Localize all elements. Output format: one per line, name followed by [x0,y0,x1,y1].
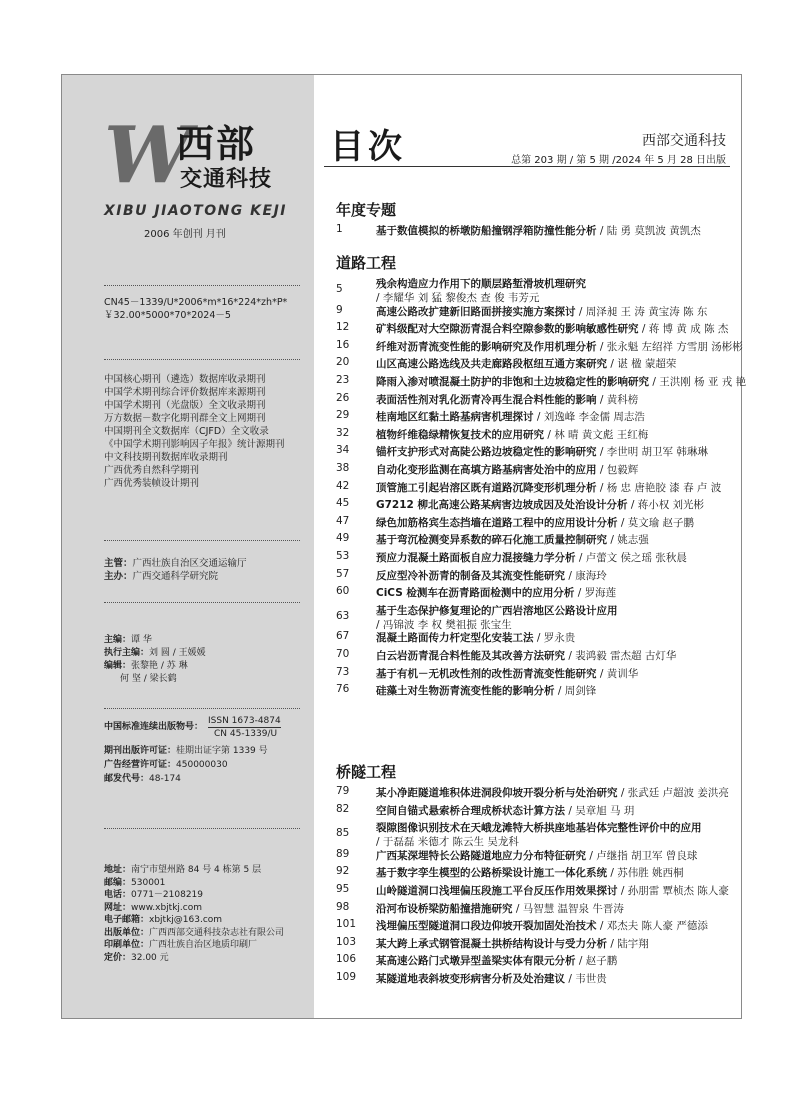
toc-page-number: 76 [336,683,350,696]
toc-line [376,918,708,933]
toc-title: 广西某深埋特长公路隧道地应力分布特征研究 [376,849,586,862]
publisher-value: 广西西部交通科技杂志社有限公司 [149,927,285,938]
toc-title: 自动化变形监测在高填方路基病害处治中的应用 [376,464,597,476]
page-title: 目次 [330,127,406,167]
database-item: 广西优秀自然科学期刊 [104,465,200,476]
toc-authors: / 莫文瑜 赵子鹏 [617,516,695,529]
toc-line [376,803,634,818]
toc-page-number: 92 [336,865,350,878]
toc-page-number: 103 [336,935,357,948]
dotted-divider [104,602,300,603]
toc-authors: / 杨 忠 唐艳胶 漆 春 卢 波 [596,481,722,494]
database-list [104,373,285,490]
toc-line [376,480,721,495]
issue-info: 总第 203 期 / 第 5 期 /2024 年 5 月 28 日出版 [511,155,726,166]
toc-line [376,585,616,600]
toc-page-number: 63 [336,609,350,622]
chief-value: 谭 华 [131,635,152,645]
toc-line [376,971,607,986]
toc-page-number: 5 [336,283,343,295]
toc-title: 表面活性剂对乳化沥青冷再生混合料性能的影响 [376,393,597,406]
toc-title: 绿色加筋格宾生态挡墙在道路工程中的应用设计分析 [376,516,618,529]
toc-title: 沿河布设桥梁防船撞措施研究 [376,902,513,915]
toc-authors: / 罗永贵 [533,632,576,645]
toc-authors: / 姚志强 [607,534,649,547]
toc-authors: / 马智慧 温智泉 牛晋涛 [512,902,624,915]
toc-authors: / 王洪刚 杨 亚 戎 艳 [649,376,747,388]
toc-line [376,683,596,698]
toc-authors: / 孙朋雷 覃桢杰 陈人豪 [617,885,729,897]
toc-line [376,568,607,583]
toc-authors: / 刘逸峰 李金儒 周志浩 [533,411,645,424]
price-value: 32.00 元 [131,952,169,963]
toc-page-number: 109 [336,971,357,983]
zhuguan-value: 广西壮族自治区交通运输厅 [132,558,247,569]
toc-page-number: 106 [336,953,357,966]
dotted-divider [104,540,300,541]
toc-title: 基于有机－无机改性剂的改性沥青流变性能研究 [376,667,597,680]
toc-authors: / 苏伟胜 姚西桐 [607,867,684,880]
toc-page-number: 79 [336,785,350,797]
database-item: 中国核心期刊（遴选）数据库收录期刊 [104,374,266,385]
toc-title: 基于数值模拟的桥墩防船撞钢浮箱防撞性能分析 [376,225,597,237]
toc-title: 山区高速公路选线及共走廊路段枢纽互通方案研究 [376,358,607,371]
toc-authors: / 蒋小权 刘光彬 [627,499,705,512]
issn-block [104,715,281,787]
logo-cn-top: 西部 [176,122,257,166]
postcode-value: 530001 [131,877,166,888]
logo-cn-bottom: 交通科技 [180,167,273,192]
zhuguan-label: 主管： [104,558,133,569]
dotted-divider [104,285,300,286]
toc-line [376,374,746,389]
toc-title: 某小净距隧道堆积体进洞段仰坡开裂分析与处治研究 [376,787,618,799]
toc-page-number: 42 [336,479,350,492]
toc-title: 某隧道地表斜坡变形病害分析及处治建议 [376,973,565,985]
toc-page-number: 47 [336,514,350,527]
toc-authors: / 陆 勇 莫凯波 黄凯杰 [596,225,701,237]
database-item: 中文科技期刊数据库收录期刊 [104,452,228,463]
address-label: 地址： [104,865,132,875]
toc-page-number: 23 [336,374,350,386]
toc-authors: / 包毅辉 [596,464,639,476]
toc-page-number: 101 [336,918,357,931]
toc-line [376,462,638,477]
toc-line [376,276,586,291]
toc-authors: / 赵子鹏 [575,955,618,968]
toc-line [376,304,707,319]
email-value: xbjtkj@163.com [149,915,223,925]
sponsor-block [104,557,247,583]
toc-page-number: 16 [336,338,350,351]
toc-page-number: 29 [336,409,350,422]
toc-title: 基于生态保护修复理论的广西岩溶地区公路设计应用 [376,604,618,617]
toc-page-number: 34 [336,444,350,457]
toc-title: 浅埋偏压型隧道洞口段边仰坡开裂加固处治技术 [376,920,597,933]
toc-authors: / 韦世贵 [565,973,607,985]
dotted-divider [104,708,300,709]
toc-authors: / 陆宇翔 [607,937,649,950]
toc-page-number: 20 [336,356,350,369]
toc-title: 顶管施工引起岩溶区既有道路沉降变形机理分析 [376,481,597,494]
toc-page-number: 12 [336,321,350,334]
toc-line [376,409,645,424]
journal-name: 西部交通科技 [642,133,726,149]
toc-title: 纤维对沥青流变性能的影响研究及作用机理分析 [376,340,597,353]
toc-title: 裂隙图像识别技术在天峨龙滩特大桥拱座地基岩体完整性评价中的应用 [376,822,702,835]
header-rule [324,166,730,167]
toc-page-number: 26 [336,391,350,404]
section-heading: 道路工程 [336,254,397,272]
toc-authors: / 黄科榜 [596,393,639,406]
toc-page-number: 89 [336,847,350,860]
toc-page-number: 95 [336,883,350,895]
toc-line [376,515,694,530]
toc-title: 白云岩沥青混合料性能及其改善方法研究 [376,650,565,662]
toc-page-number: 45 [336,497,350,510]
toc-authors: / 周剑锋 [554,685,597,698]
toc-authors: / 李耀华 刘 猛 黎俊杰 查 俊 韦芳元 [376,292,540,304]
cn-value: CN 45-1339/U [214,729,278,739]
toc-line [376,630,575,645]
toc-authors: / 蒋 博 黄 成 陈 杰 [638,323,729,336]
toc-authors: / 冯锦波 李 权 樊祖振 张宝生 [376,618,512,631]
toc-line [376,901,624,916]
ad-value: 450000030 [176,760,228,770]
permit-value: 桂期出证字第 1339 号 [176,746,268,756]
chief-label: 主编： [104,635,132,645]
toc-authors: / 邓杰夫 陈人豪 严德添 [596,920,708,933]
toc-line [376,497,704,512]
toc-authors: / 林 晴 黄文彪 王红梅 [544,428,649,441]
toc-line [376,532,649,547]
toc-line [376,427,648,442]
toc-line [376,648,676,663]
toc-title: 空间自锚式悬索桥合理成桥状态计算方法 [376,804,565,817]
database-item: 中国期刊全文数据库（CJFD）全文收录 [104,426,269,437]
zhuban-value: 广西交通科学研究院 [132,571,219,582]
postcode-label: 邮编： [104,877,132,888]
toc-line [376,356,676,371]
toc-page-number: 53 [336,550,350,562]
post-value: 48-174 [149,774,181,784]
printer-value: 广西壮族自治区地质印刷厂 [149,940,258,950]
toc-title: 残余构造应力作用下的顺层路堑滑坡机理研究 [376,278,586,290]
printer-label: 印刷单位： [104,940,150,950]
toc-page-number: 98 [336,900,350,913]
issn-label: 中国标准连续出版物号： [104,722,204,732]
founded-text: 2006 年创刊 月刊 [144,229,226,240]
toc-page-number: 67 [336,630,350,643]
toc-page-number: 70 [336,648,350,660]
toc-authors: / 裴鸿毅 雷杰超 古灯华 [565,650,677,662]
publisher-label: 出版单位： [104,927,150,938]
toc-page-number: 9 [336,303,343,316]
toc-title: CiCS 检测车在沥青路面检测中的应用分析 [376,587,575,600]
toc-title: 基于弯沉检测变异系数的碎石化施工质量控制研究 [376,534,607,547]
toc-title: 预应力混凝土路面板自应力混接缝力学分析 [376,552,576,564]
dotted-divider [104,359,300,360]
toc-page-number: 49 [336,532,350,545]
exec-value: 刘 圆 / 王媛媛 [149,648,206,658]
issn-value: ISSN 1673-4874 [208,716,281,726]
toc-line [376,603,618,618]
toc-authors: / 张永魁 左绍祥 方雪朋 汤彬彬 [596,340,743,353]
section-heading: 年度专题 [336,201,397,219]
database-item: 广西优秀装帧设计期刊 [104,478,200,489]
toc-title: 某大跨上承式钢管混凝土拱桥结构设计与受力分析 [376,937,607,950]
toc-title: 植物纤维稳绿精恢复技术的应用研究 [376,428,544,441]
code-line: CN45－1339/U*2006*m*16*224*zh*P* [104,297,288,308]
exec-label: 执行主编： [104,648,150,658]
toc-title: 山岭隧道洞口浅埋偏压段施工平台反压作用效果探讨 [376,885,618,897]
toc-page-number: 57 [336,567,350,580]
toc-authors: / 谌 楹 蒙超荣 [607,358,677,371]
toc-title: 硅藻土对生物沥青流变性能的影响分析 [376,685,555,698]
database-item: 《中国学术期刊影响因子年报》统计源期刊 [104,439,285,450]
email-label: 电子邮箱： [104,915,150,925]
toc-line [376,936,649,951]
toc-authors: / 罗海莲 [574,587,617,600]
editor-value-1: 张黎艳 / 苏 琳 [131,661,188,671]
toc-line [376,339,743,354]
toc-title: 桂南地区红黏土路基病害机理探讨 [376,411,534,424]
toc-authors: / 卢继指 胡卫军 曾良球 [586,849,698,862]
toc-page-number: 85 [336,827,350,840]
toc-line [376,848,697,863]
toc-title: 某高速公路门式墩异型盖梁实体有限元分析 [376,955,576,968]
toc-page-number: 82 [336,802,350,815]
toc-authors: / 吴章旭 马 玥 [565,804,635,817]
toc-title: 降雨入渗对喷混凝土防护的非饱和土边坡稳定性的影响研究 [376,376,649,388]
journal-logo [104,110,288,223]
toc-title: 矿料级配对大空隙沥青混合料空隙参数的影响敏感性研究 [376,323,639,336]
database-item: 中国学术期刊综合评价数据库来源期刊 [104,387,266,398]
toc-page-number: 32 [336,426,350,439]
editor-label: 编辑： [104,661,132,671]
post-label: 邮发代号： [104,774,150,784]
toc-authors: / 周泽昶 王 涛 黄宝涛 陈 东 [575,305,708,318]
toc-page-number: 38 [336,462,350,474]
toc-page-number: 60 [336,585,350,598]
codes-block [104,296,287,322]
toc-title: 混凝土路面传力杆定型化安装工法 [376,632,534,645]
logo-en: XIBU JIAOTONG KEJI [104,203,288,219]
toc-line [376,392,638,407]
website-value: www.xbjtkj.com [131,902,202,913]
toc-title: 高速公路改扩建新旧路面拼接实施方案探讨 [376,305,576,318]
ad-label: 广告经营许可证： [104,760,177,770]
editors-block [104,634,206,686]
toc-authors: / 张武廷 卢超波 姜洪亮 [617,787,729,799]
toc-line [376,550,687,565]
section-heading: 桥隧工程 [336,763,397,781]
toc-line [376,666,638,681]
website-label: 网址： [104,902,132,913]
editor-value-2: 何 坚 / 梁长鹤 [120,674,177,684]
toc-line [376,321,728,336]
permit-label: 期刊出版许可证： [104,746,177,756]
toc-line [376,953,617,968]
database-item: 中国学术期刊（光盘版）全文收录期刊 [104,400,266,411]
toc-title: 反应型冷补沥青的制备及其流变性能研究 [376,569,565,582]
address-value: 南宁市望州路 84 号 4 栋第 5 层 [131,865,262,875]
toc-authors: / 李世明 胡卫军 韩琳琳 [596,446,708,459]
toc-authors: / 黄训华 [596,667,639,680]
toc-line [376,865,684,880]
phone-label: 电话： [104,890,132,900]
toc-authors: / 于磊磊 米德才 陈云生 吴龙科 [376,836,519,849]
code-line: ￥32.00*5000*70*2024－5 [104,310,231,321]
toc-line [376,785,729,800]
toc-line [376,820,702,835]
dotted-divider [104,828,300,829]
toc-title: 基于数字孪生模型的公路桥梁设计施工一体化系统 [376,867,607,880]
toc-page-number: 73 [336,665,350,678]
zhuban-label: 主办： [104,571,133,582]
sidebar [62,75,314,1018]
phone-value: 0771－2108219 [131,890,204,900]
toc-line [376,223,701,238]
toc-line [376,444,708,459]
toc-authors: / 卢蕾文 侯之瑶 张秋晨 [575,552,687,564]
price-label: 定价： [104,952,132,963]
logo-letter: W [104,110,192,201]
toc-page-number: 1 [336,223,343,235]
toc-line [376,883,729,898]
toc-authors: / 康海玲 [565,569,607,582]
contact-block [104,864,284,964]
database-item: 万方数据－数字化期刊群全文上网期刊 [104,413,266,424]
toc-title: G7212 柳北高速公路某病害边坡成因及处治设计分析 [376,499,628,512]
toc-title: 锚杆支护形式对高陡公路边坡稳定性的影响研究 [376,446,597,459]
